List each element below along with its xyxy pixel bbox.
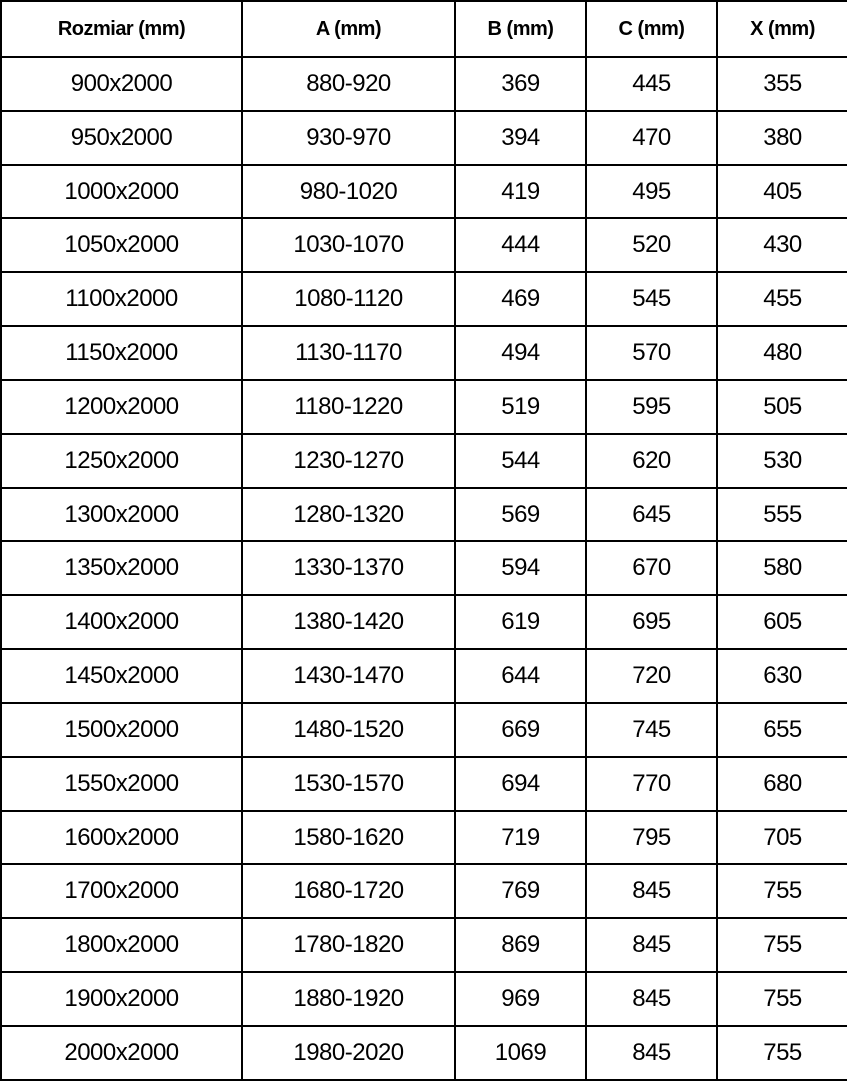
- table-cell: 869: [455, 918, 586, 972]
- table-cell: 950x2000: [1, 111, 242, 165]
- table-cell: 570: [586, 326, 717, 380]
- table-cell: 369: [455, 57, 586, 111]
- table-cell: 755: [717, 972, 847, 1026]
- table-cell: 770: [586, 757, 717, 811]
- table-row: [1, 218, 847, 272]
- table-row: [1, 972, 847, 1026]
- table-cell: 845: [586, 1026, 717, 1080]
- table-cell: 2000x2000: [1, 1026, 242, 1080]
- table-row: [1, 111, 847, 165]
- table-cell: 1280-1320: [242, 488, 455, 542]
- table-cell: 845: [586, 864, 717, 918]
- table-cell: 519: [455, 380, 586, 434]
- table-cell: 655: [717, 703, 847, 757]
- table-cell: 630: [717, 649, 847, 703]
- table-cell: 380: [717, 111, 847, 165]
- table-cell: 980-1020: [242, 165, 455, 219]
- table-row: [1, 757, 847, 811]
- table-cell: 1230-1270: [242, 434, 455, 488]
- table-cell: 1480-1520: [242, 703, 455, 757]
- table-row: [1, 811, 847, 865]
- table-cell: 419: [455, 165, 586, 219]
- table-cell: 1100x2000: [1, 272, 242, 326]
- table-row: [1, 272, 847, 326]
- table-cell: 355: [717, 57, 847, 111]
- table-cell: 394: [455, 111, 586, 165]
- table-cell: 645: [586, 488, 717, 542]
- table-cell: 445: [586, 57, 717, 111]
- table-cell: 1530-1570: [242, 757, 455, 811]
- table-row: [1, 57, 847, 111]
- table-cell: 544: [455, 434, 586, 488]
- table-cell: 1550x2000: [1, 757, 242, 811]
- table-cell: 1430-1470: [242, 649, 455, 703]
- table-cell: 930-970: [242, 111, 455, 165]
- table-cell: 1350x2000: [1, 541, 242, 595]
- table-cell: 545: [586, 272, 717, 326]
- table-cell: 455: [717, 272, 847, 326]
- table-body: [1, 57, 847, 1080]
- column-header-x: X (mm): [717, 1, 847, 57]
- table-row: [1, 595, 847, 649]
- table-row: [1, 1026, 847, 1080]
- table-cell: 444: [455, 218, 586, 272]
- table-cell: 405: [717, 165, 847, 219]
- table-cell: 705: [717, 811, 847, 865]
- table-cell: 900x2000: [1, 57, 242, 111]
- table-cell: 694: [455, 757, 586, 811]
- table-cell: 680: [717, 757, 847, 811]
- table-cell: 670: [586, 541, 717, 595]
- table-cell: 755: [717, 918, 847, 972]
- table-cell: 1780-1820: [242, 918, 455, 972]
- table-cell: 495: [586, 165, 717, 219]
- table-cell: 795: [586, 811, 717, 865]
- table-cell: 480: [717, 326, 847, 380]
- table-cell: 1580-1620: [242, 811, 455, 865]
- table-cell: 1400x2000: [1, 595, 242, 649]
- table-row: [1, 541, 847, 595]
- table-row: [1, 864, 847, 918]
- table-cell: 505: [717, 380, 847, 434]
- table-cell: 720: [586, 649, 717, 703]
- table-cell: 1600x2000: [1, 811, 242, 865]
- table-cell: 969: [455, 972, 586, 1026]
- table-cell: 1450x2000: [1, 649, 242, 703]
- table-row: [1, 434, 847, 488]
- column-header-b: B (mm): [455, 1, 586, 57]
- table-cell: 845: [586, 972, 717, 1026]
- table-cell: 755: [717, 1026, 847, 1080]
- table-cell: 1030-1070: [242, 218, 455, 272]
- table-cell: 555: [717, 488, 847, 542]
- table-row: [1, 380, 847, 434]
- table-cell: 569: [455, 488, 586, 542]
- table-row: [1, 703, 847, 757]
- table-cell: 1900x2000: [1, 972, 242, 1026]
- table-cell: 469: [455, 272, 586, 326]
- table-row: [1, 165, 847, 219]
- table-cell: 594: [455, 541, 586, 595]
- table-cell: 580: [717, 541, 847, 595]
- table-cell: 745: [586, 703, 717, 757]
- table-cell: 1250x2000: [1, 434, 242, 488]
- table-row: [1, 649, 847, 703]
- column-header-rozmiar: Rozmiar (mm): [1, 1, 242, 57]
- table-cell: 719: [455, 811, 586, 865]
- table-cell: 520: [586, 218, 717, 272]
- table-cell: 769: [455, 864, 586, 918]
- table-cell: 494: [455, 326, 586, 380]
- table-cell: 1500x2000: [1, 703, 242, 757]
- table-cell: 695: [586, 595, 717, 649]
- column-header-c: C (mm): [586, 1, 717, 57]
- table-row: [1, 488, 847, 542]
- table-cell: 605: [717, 595, 847, 649]
- table-cell: 530: [717, 434, 847, 488]
- table-cell: 755: [717, 864, 847, 918]
- table-cell: 1080-1120: [242, 272, 455, 326]
- table-cell: 669: [455, 703, 586, 757]
- table-cell: 1300x2000: [1, 488, 242, 542]
- table-row: [1, 918, 847, 972]
- table-cell: 1000x2000: [1, 165, 242, 219]
- table-row: [1, 326, 847, 380]
- table-cell: 1800x2000: [1, 918, 242, 972]
- table-cell: 880-920: [242, 57, 455, 111]
- column-header-a: A (mm): [242, 1, 455, 57]
- header-row: [1, 1, 847, 57]
- table-cell: 845: [586, 918, 717, 972]
- table-cell: 619: [455, 595, 586, 649]
- table-header: [1, 1, 847, 57]
- table-cell: 1050x2000: [1, 218, 242, 272]
- table-cell: 1880-1920: [242, 972, 455, 1026]
- table-cell: 430: [717, 218, 847, 272]
- table-cell: 595: [586, 380, 717, 434]
- table-cell: 1700x2000: [1, 864, 242, 918]
- table-cell: 1150x2000: [1, 326, 242, 380]
- table-cell: 644: [455, 649, 586, 703]
- table-cell: 470: [586, 111, 717, 165]
- table-cell: 1380-1420: [242, 595, 455, 649]
- table-cell: 620: [586, 434, 717, 488]
- table-cell: 1680-1720: [242, 864, 455, 918]
- table-cell: 1980-2020: [242, 1026, 455, 1080]
- table-cell: 1069: [455, 1026, 586, 1080]
- table-cell: 1130-1170: [242, 326, 455, 380]
- table-cell: 1330-1370: [242, 541, 455, 595]
- table-cell: 1200x2000: [1, 380, 242, 434]
- table-cell: 1180-1220: [242, 380, 455, 434]
